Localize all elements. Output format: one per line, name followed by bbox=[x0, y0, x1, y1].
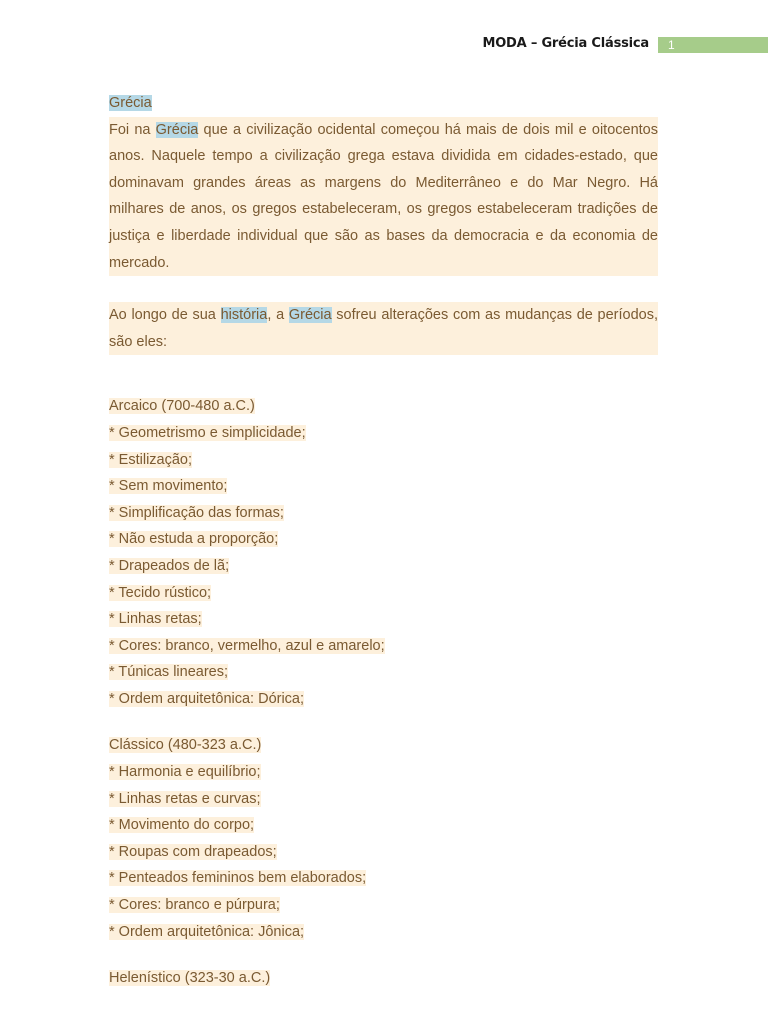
list-item: * Movimento do corpo; bbox=[109, 817, 255, 834]
list-item: * Linhas retas e curvas; bbox=[109, 790, 261, 807]
list-item: * Estilização; bbox=[109, 451, 193, 468]
list-item: * Penteados femininos bem elaborados; bbox=[109, 870, 367, 887]
list-item: * Roupas com drapeados; bbox=[109, 843, 277, 860]
page-header bbox=[0, 36, 768, 54]
list-item: * Sem movimento; bbox=[109, 478, 228, 495]
list-item: * Cores: branco e púrpura; bbox=[109, 897, 280, 914]
paragraph-intro-part2: que a civilização ocidental começou há mais de dois mil e oitocentos anos. Naquele tempo a civilização grega estava dividida em cidades-estado, que dominavam grandes áreas as margens do Mediterrâneo e do Mar Negro. Há milhares de anos, os gregos estabeleceram, os gregos estabeleceram tradições de justiça e liberdade individual que são as bases da democracia e da economia de mercado. bbox=[109, 121, 658, 271]
heading: Grécia bbox=[109, 95, 152, 111]
paragraph-periods-part2: , a bbox=[267, 307, 289, 324]
period-classico bbox=[109, 732, 658, 945]
heading-line bbox=[109, 90, 658, 117]
page-number: 1 bbox=[658, 37, 768, 53]
paragraph-intro-part1: Foi na bbox=[109, 121, 156, 138]
keyword-grecia-2: Grécia bbox=[288, 307, 332, 324]
list-item: * Tecido rústico; bbox=[109, 584, 212, 601]
list-item: * Ordem arquitetônica: Jônica; bbox=[109, 923, 305, 940]
list-item: * Drapeados de lã; bbox=[109, 557, 230, 574]
paragraph-periods-part3: sofreu alterações com as mudanças de períodos, são eles: bbox=[109, 307, 658, 350]
period-title: Clássico (480-323 a.C.) bbox=[109, 737, 262, 754]
paragraph-intro bbox=[109, 117, 658, 277]
list-item: * Linhas retas; bbox=[109, 611, 202, 628]
header-title: MODA – Grécia Clássica bbox=[482, 36, 649, 51]
paragraph-periods bbox=[109, 302, 658, 355]
period-helenistico bbox=[109, 965, 658, 992]
list-item: * Geometrismo e simplicidade; bbox=[109, 424, 306, 441]
list-item: * Túnicas lineares; bbox=[109, 664, 229, 681]
list-item: * Ordem arquitetônica: Dórica; bbox=[109, 690, 305, 707]
list-item: * Simplificação das formas; bbox=[109, 504, 284, 521]
list-item: * Cores: branco, vermelho, azul e amarelo; bbox=[109, 637, 385, 654]
period-title: Helenístico (323-30 a.C.) bbox=[109, 970, 271, 987]
list-item: * Não estuda a proporção; bbox=[109, 531, 279, 548]
document-body bbox=[109, 90, 658, 992]
period-arcaico bbox=[109, 393, 658, 712]
paragraph-periods-part1: Ao longo de sua bbox=[109, 307, 221, 324]
keyword-historia: história bbox=[220, 307, 268, 324]
list-item: * Harmonia e equilíbrio; bbox=[109, 764, 261, 781]
period-title: Arcaico (700-480 a.C.) bbox=[109, 398, 255, 415]
keyword-grecia: Grécia bbox=[155, 121, 199, 138]
